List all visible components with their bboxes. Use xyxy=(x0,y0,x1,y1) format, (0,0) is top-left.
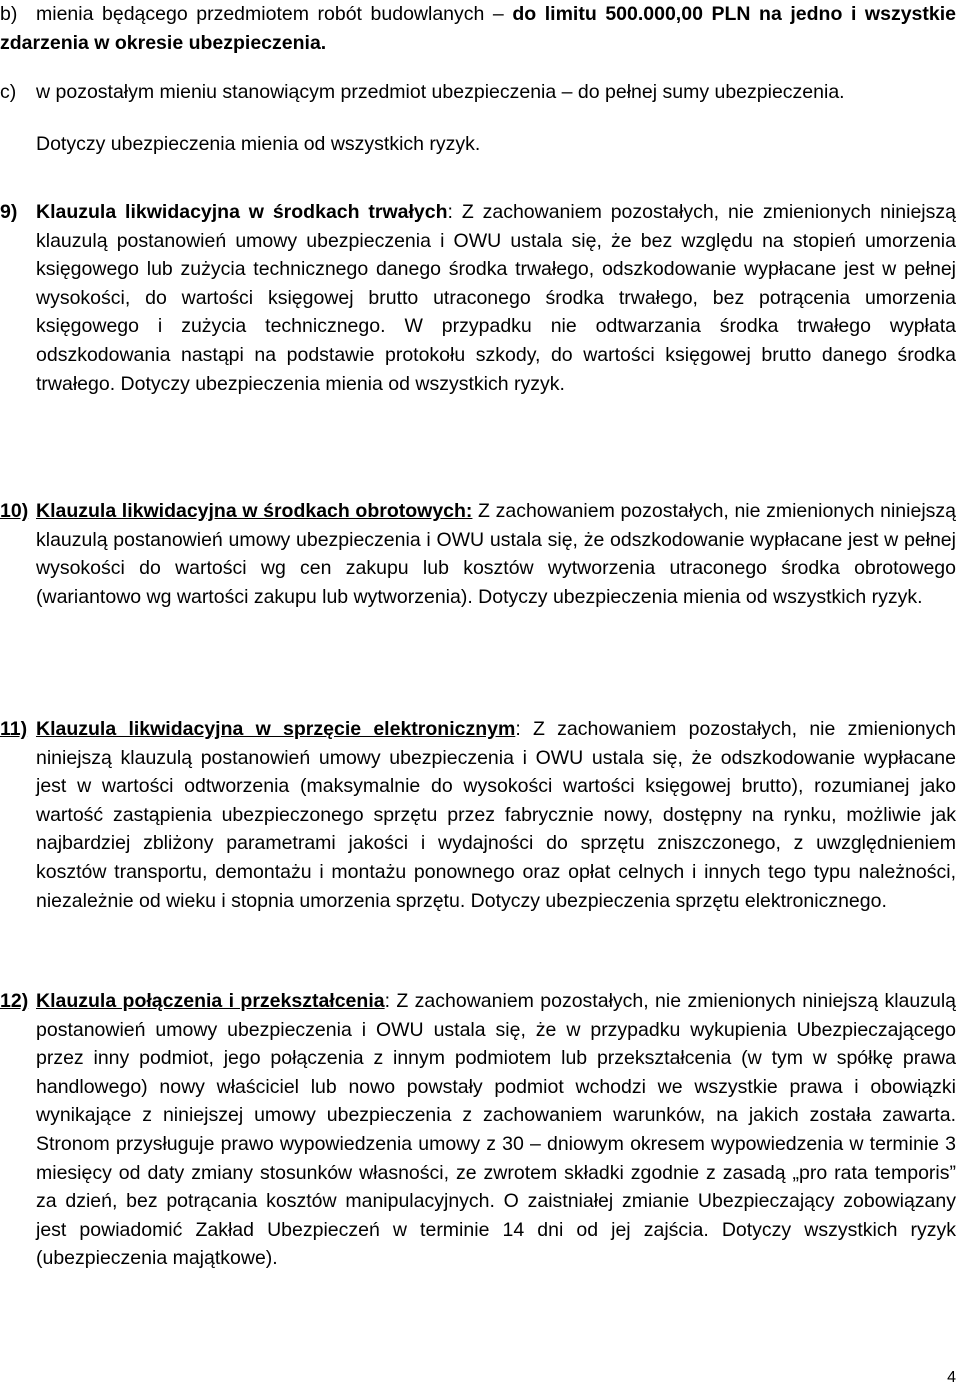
clause-11 xyxy=(0,715,956,915)
clause-title: Klauzula likwidacyjna w środkach obrotowych: xyxy=(36,500,473,522)
list-item-c xyxy=(0,78,956,107)
clause-number: 11) xyxy=(0,718,28,740)
list-letter: b) xyxy=(0,3,18,25)
list-item-text: mienia będącego przedmiotem robót budowlanych – xyxy=(36,3,513,25)
clause-number: 9) xyxy=(0,201,18,223)
clause-body: : Z zachowaniem pozostałych, nie zmienionych niniejszą klauzulą postanowień umowy ubezpieczenia i OWU ustala się, że w przypadku wykupienia Ubezpieczającego przez inny podmiot, jego połączenia z innym podmiotem lub przekształcenia (w tym w spółkę prawa handlowego) nowy właściciel lub nowo powstały podmiot wchodzi we wszystkie prawa i obowiązki wynikające z niniejszej umowy ubezpieczenia z zachowaniem warunków, na jakich została zawarta. Stronom przysługuje prawo wypowiedzenia umowy z 30 – dniowym okresem wypowiedzenia w terminie 3 miesięcy od daty zmiany stosunków własności, ze zwrotem składki zgodnie z zasadą „pro rata temporis” za dzień, bez potrącania kosztów manipulacyjnych. O zaistniałej zmianie Ubezpieczający zobowiązany jest powiadomić Zakład Ubezpieczeń w terminie 14 dni od jej zajścia. Dotyczy wszystkich ryzyk (ubezpieczenia majątkowe). xyxy=(36,990,956,1270)
clause-title: Klauzula połączenia i przekształcenia xyxy=(36,990,385,1012)
clause-body: Z zachowaniem pozostałych, nie zmienionych niniejszą klauzulą postanowień umowy ubezpieczenia i OWU ustala się, że odszkodowanie wypłacane jest w pełnej wysokości do wartości wg cen zakupu lub kosztów wytworzenia utraconego środka obrotowego (wariantowo wg wartości zakupu lub wytworzenia). Dotyczy ubezpieczenia mienia od wszystkich ryzyk. xyxy=(36,500,956,608)
note-text: Dotyczy ubezpieczenia mienia od wszystkich ryzyk. xyxy=(36,133,481,155)
clause-number: 12) xyxy=(0,990,29,1012)
list-item-text: w pozostałym mieniu stanowiącym przedmiot ubezpieczenia – do pełnej sumy ubezpieczenia. xyxy=(36,81,845,103)
clause-12 xyxy=(0,987,956,1273)
clause-number: 10) xyxy=(0,500,29,522)
list-letter: c) xyxy=(0,81,17,103)
clause-body: : Z zachowaniem pozostałych, nie zmienionych niniejszą klauzulą postanowień umowy ubezpieczenia i OWU ustala się, że bez względu na stopień umorzenia księgowego lub zużycia technicznego danego środka trwałego, odszkodowanie wypłacane jest w pełnej wysokości, do wartości księgowej brutto utraconego środka trwałego, bez potrącenia umorzenia księgowego i zużycia technicznego. W przypadku nie odtwarzania środka trwałego wypłata odszkodowania nastąpi na podstawie protokołu szkody, do wartości księgowej brutto danego środka trwałego. Dotyczy ubezpieczenia mienia od wszystkich ryzyk. xyxy=(36,201,956,395)
list-item-bold-text: do limitu 500.000,00 PLN na jedno i wszystkie zdarzenia w okresie ubezpieczenia. xyxy=(0,3,956,54)
clause-title: Klauzula likwidacyjna w sprzęcie elektronicznym xyxy=(36,718,516,740)
clause-body: : Z zachowaniem pozostałych, nie zmienionych niniejszą klauzulą postanowień umowy ubezpieczenia i OWU ustala się, że odszkodowanie wypłacane jest w wartości odtworzenia (maksymalnie do wysokości wartości księgowej brutto), rozumianej jako wartość zastąpienia ubezpieczonego sprzętu przez fabrycznie nowy, dostępny na rynku, możliwie jak najbardziej zbliżony parametrami jakości i wydajności do sprzętu zniszczonego, z uwzględnieniem kosztów transportu, demontażu i montażu ponownego oraz opłat celnych i innych tego typu należności, niezależnie od wieku i stopnia umorzenia sprzętu. Dotyczy ubezpieczenia sprzętu elektronicznego. xyxy=(36,718,956,912)
clause-10 xyxy=(0,497,956,611)
page-number: 4 xyxy=(947,1369,956,1386)
clause-title: Klauzula likwidacyjna w środkach trwałych xyxy=(36,201,448,223)
clause-9 xyxy=(0,198,956,398)
list-item-b xyxy=(0,0,956,57)
